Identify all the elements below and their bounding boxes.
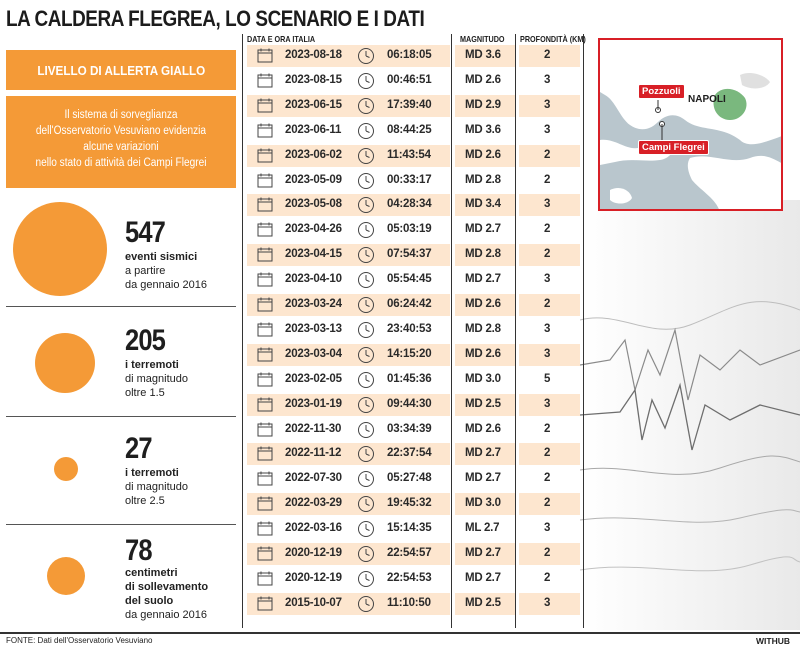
date-value: 2023-01-19 — [285, 397, 342, 410]
calendar-icon — [257, 48, 273, 63]
clock-icon — [357, 97, 375, 115]
date-value: 2023-03-04 — [285, 347, 342, 360]
time-value: 00:33:17 — [387, 173, 432, 186]
table-row — [247, 568, 580, 590]
magnitude-value: MD 2.5 — [465, 397, 501, 410]
stat-value: 205 — [125, 324, 166, 357]
alert-level-box — [6, 50, 236, 90]
depth-value: 3 — [544, 322, 551, 335]
table-row — [247, 244, 580, 266]
depth-value: 3 — [544, 73, 551, 86]
depth-value: 3 — [544, 98, 551, 111]
stat-line: oltre 2.5 — [125, 495, 165, 507]
table-row — [247, 170, 580, 192]
time-value: 22:54:53 — [387, 571, 432, 584]
magnitude-value: MD 2.6 — [465, 148, 501, 161]
depth-value: 3 — [544, 198, 551, 211]
map-label-campi-flegrei: Campi Flegrei — [638, 140, 709, 155]
stat-line: da gennaio 2016 — [125, 609, 207, 621]
time-value: 06:18:05 — [387, 49, 432, 61]
depth-value: 2 — [544, 298, 551, 310]
map-label-napoli: NAPOLI — [688, 94, 726, 105]
magnitude-value: MD 2.8 — [465, 322, 501, 335]
magnitude-value: MD 2.6 — [465, 347, 501, 360]
calendar-icon — [257, 596, 273, 611]
stat-line: centimetri — [125, 567, 178, 579]
stat-description — [125, 466, 188, 508]
table-row — [247, 344, 580, 366]
map-label-pozzuoli: Pozzuoli — [638, 84, 685, 99]
clock-icon — [357, 47, 375, 65]
magnitude-value: MD 2.6 — [465, 422, 501, 435]
depth-value: 2 — [544, 571, 551, 584]
time-value: 22:37:54 — [387, 447, 432, 460]
date-value: 2023-04-10 — [285, 273, 342, 286]
magnitude-value: MD 2.7 — [465, 571, 501, 584]
time-value: 14:15:20 — [387, 347, 432, 360]
time-value: 09:44:30 — [387, 397, 432, 410]
table-row — [247, 443, 580, 465]
magnitude-value: MD 2.7 — [465, 223, 501, 236]
calendar-icon — [257, 496, 273, 511]
depth-value: 3 — [544, 397, 551, 410]
brand-credit: WITHUB — [756, 636, 790, 646]
table-row — [247, 319, 580, 341]
date-value: 2022-03-16 — [285, 522, 342, 535]
header-depth: PROFONDITÀ (KM) — [520, 34, 586, 44]
map-inset — [598, 38, 783, 211]
clock-icon — [357, 271, 375, 289]
table-row — [247, 194, 580, 216]
magnitude-value: MD 2.7 — [465, 273, 501, 286]
stat-line: a partire — [125, 265, 166, 277]
depth-value: 2 — [544, 472, 551, 485]
depth-value: 2 — [544, 422, 551, 435]
date-value: 2023-06-02 — [285, 148, 342, 161]
depth-value: 3 — [544, 347, 551, 360]
calendar-icon — [257, 571, 273, 586]
depth-value: 5 — [544, 372, 551, 385]
source-note: FONTE: Dati dell'Osservatorio Vesuviano — [6, 636, 153, 645]
stat-value: 547 — [125, 216, 166, 249]
date-value: 2020-12-19 — [285, 547, 342, 559]
stat-line: di sollevamento — [125, 581, 209, 593]
description-box — [6, 96, 236, 188]
stat-line: di magnitudo — [125, 373, 188, 385]
table-row — [247, 294, 580, 316]
seismograph-illustration — [580, 200, 800, 630]
date-value: 2022-11-12 — [285, 447, 342, 460]
date-value: 2023-04-26 — [285, 223, 342, 236]
stat-line: i terremoti — [125, 467, 179, 479]
calendar-icon — [257, 123, 273, 138]
alert-level-text: LIVELLO DI ALLERTA GIALLO — [37, 62, 205, 78]
clock-icon — [357, 495, 375, 513]
description-line: nello stato di attività dei Campi Flegrei — [35, 157, 207, 169]
clock-icon — [357, 221, 375, 239]
page-title: LA CALDERA FLEGREA, LO SCENARIO E I DATI — [6, 6, 425, 31]
clock-icon — [357, 296, 375, 314]
stat-description — [125, 566, 208, 622]
table-row — [247, 543, 580, 565]
magnitude-value: MD 3.6 — [465, 49, 501, 61]
depth-value: 2 — [544, 497, 551, 510]
time-value: 22:54:57 — [387, 547, 432, 559]
table-row — [247, 518, 580, 540]
divider — [6, 524, 236, 525]
depth-value: 2 — [544, 148, 551, 161]
time-value: 08:44:25 — [387, 123, 432, 136]
depth-value: 3 — [544, 596, 551, 609]
clock-icon — [357, 147, 375, 165]
table-row — [247, 219, 580, 241]
depth-value: 3 — [544, 273, 551, 286]
stat-line: del suolo — [125, 595, 174, 607]
table-row — [247, 95, 580, 117]
time-value: 15:14:35 — [387, 522, 432, 535]
stat-description — [125, 250, 207, 292]
date-value: 2020-12-19 — [285, 571, 342, 584]
stat-bubble — [13, 202, 107, 296]
calendar-icon — [257, 422, 273, 437]
header-datetime: DATA E ORA ITALIA — [247, 34, 316, 44]
calendar-icon — [257, 222, 273, 237]
table-row — [247, 45, 580, 67]
depth-value: 2 — [544, 173, 551, 186]
time-value: 05:54:45 — [387, 273, 432, 286]
depth-value: 3 — [544, 522, 551, 535]
magnitude-value: MD 3.0 — [465, 372, 501, 385]
time-value: 03:34:39 — [387, 422, 432, 435]
description-line: dell'Osservatorio Vesuviano evidenzia — [35, 125, 207, 137]
date-value: 2023-04-15 — [285, 248, 342, 261]
stat-description — [125, 358, 188, 400]
description-line: Il sistema di sorveglianza — [64, 109, 178, 121]
magnitude-value: MD 2.7 — [465, 472, 501, 485]
clock-icon — [357, 445, 375, 463]
stat-value: 78 — [125, 534, 152, 567]
divider — [6, 306, 236, 307]
table-row — [247, 493, 580, 515]
calendar-icon — [257, 173, 273, 188]
clock-icon — [357, 570, 375, 588]
stat-line: di magnitudo — [125, 481, 188, 493]
magnitude-value: MD 2.5 — [465, 596, 501, 609]
clock-icon — [357, 396, 375, 414]
depth-value: 2 — [544, 547, 551, 559]
date-value: 2015-10-07 — [285, 596, 342, 609]
date-value: 2023-05-09 — [285, 173, 342, 186]
time-value: 05:27:48 — [387, 472, 432, 485]
clock-icon — [357, 122, 375, 140]
clock-icon — [357, 470, 375, 488]
table-row — [247, 394, 580, 416]
footer-divider — [0, 632, 800, 634]
divider — [6, 416, 236, 417]
depth-value: 2 — [544, 223, 551, 236]
description-line: alcune variazioni — [83, 141, 159, 153]
magnitude-value: MD 2.7 — [465, 547, 501, 559]
stat-line: oltre 1.5 — [125, 387, 165, 399]
magnitude-value: MD 2.6 — [465, 73, 501, 86]
table-row — [247, 269, 580, 291]
stat-value: 27 — [125, 432, 152, 465]
clock-icon — [357, 321, 375, 339]
calendar-icon — [257, 521, 273, 536]
date-value: 2023-05-08 — [285, 198, 342, 211]
table-row — [247, 468, 580, 490]
table-row — [247, 70, 580, 92]
date-value: 2023-06-15 — [285, 98, 342, 111]
clock-icon — [357, 172, 375, 190]
stat-line: eventi sismici — [125, 251, 198, 263]
time-value: 05:03:19 — [387, 223, 432, 236]
time-value: 04:28:34 — [387, 198, 432, 211]
column-divider — [242, 34, 243, 628]
magnitude-value: ML 2.7 — [465, 522, 500, 535]
magnitude-value: MD 3.6 — [465, 123, 501, 136]
calendar-icon — [257, 471, 273, 486]
magnitude-value: MD 3.4 — [465, 198, 501, 211]
calendar-icon — [257, 446, 273, 461]
magnitude-value: MD 2.9 — [465, 98, 501, 111]
date-value: 2022-03-29 — [285, 497, 342, 510]
calendar-icon — [257, 322, 273, 337]
table-row — [247, 419, 580, 441]
calendar-icon — [257, 272, 273, 287]
stat-line: da gennaio 2016 — [125, 279, 207, 291]
calendar-icon — [257, 73, 273, 88]
clock-icon — [357, 246, 375, 264]
calendar-icon — [257, 297, 273, 312]
depth-value: 3 — [544, 123, 551, 136]
time-value: 06:24:42 — [387, 298, 432, 310]
depth-value: 2 — [544, 447, 551, 460]
stat-bubble — [35, 333, 95, 393]
table-row — [247, 369, 580, 391]
date-value: 2023-08-18 — [285, 49, 342, 61]
table-row — [247, 593, 580, 615]
time-value: 11:43:54 — [387, 148, 431, 161]
date-value: 2023-06-11 — [285, 123, 342, 136]
date-value: 2023-03-13 — [285, 322, 342, 335]
table-row — [247, 120, 580, 142]
clock-icon — [357, 346, 375, 364]
time-value: 01:45:36 — [387, 372, 432, 385]
calendar-icon — [257, 98, 273, 113]
stat-bubble — [54, 457, 78, 481]
depth-value: 2 — [544, 248, 551, 261]
magnitude-value: MD 2.6 — [465, 298, 501, 310]
clock-icon — [357, 595, 375, 613]
calendar-icon — [257, 197, 273, 212]
clock-icon — [357, 72, 375, 90]
magnitude-value: MD 2.7 — [465, 447, 501, 460]
magnitude-value: MD 2.8 — [465, 248, 501, 261]
date-value: 2023-08-15 — [285, 73, 342, 86]
clock-icon — [357, 196, 375, 214]
stat-line: i terremoti — [125, 359, 179, 371]
date-value: 2023-03-24 — [285, 298, 342, 310]
time-value: 11:10:50 — [387, 596, 431, 609]
calendar-icon — [257, 347, 273, 362]
calendar-icon — [257, 148, 273, 163]
clock-icon — [357, 421, 375, 439]
clock-icon — [357, 545, 375, 563]
calendar-icon — [257, 397, 273, 412]
time-value: 07:54:37 — [387, 248, 432, 261]
map-illustration — [600, 40, 783, 211]
clock-icon — [357, 520, 375, 538]
calendar-icon — [257, 247, 273, 262]
magnitude-value: MD 3.0 — [465, 497, 501, 510]
date-value: 2023-02-05 — [285, 372, 342, 385]
magnitude-value: MD 2.8 — [465, 173, 501, 186]
depth-value: 2 — [544, 49, 551, 61]
table-row — [247, 145, 580, 167]
calendar-icon — [257, 546, 273, 561]
time-value: 19:45:32 — [387, 497, 432, 510]
date-value: 2022-07-30 — [285, 472, 342, 485]
clock-icon — [357, 371, 375, 389]
stat-bubble — [47, 557, 85, 595]
time-value: 23:40:53 — [387, 322, 432, 335]
date-value: 2022-11-30 — [285, 422, 342, 435]
header-magnitude: MAGNITUDO — [460, 34, 505, 44]
calendar-icon — [257, 372, 273, 387]
column-divider — [583, 34, 584, 628]
time-value: 00:46:51 — [387, 73, 432, 86]
time-value: 17:39:40 — [387, 98, 432, 111]
